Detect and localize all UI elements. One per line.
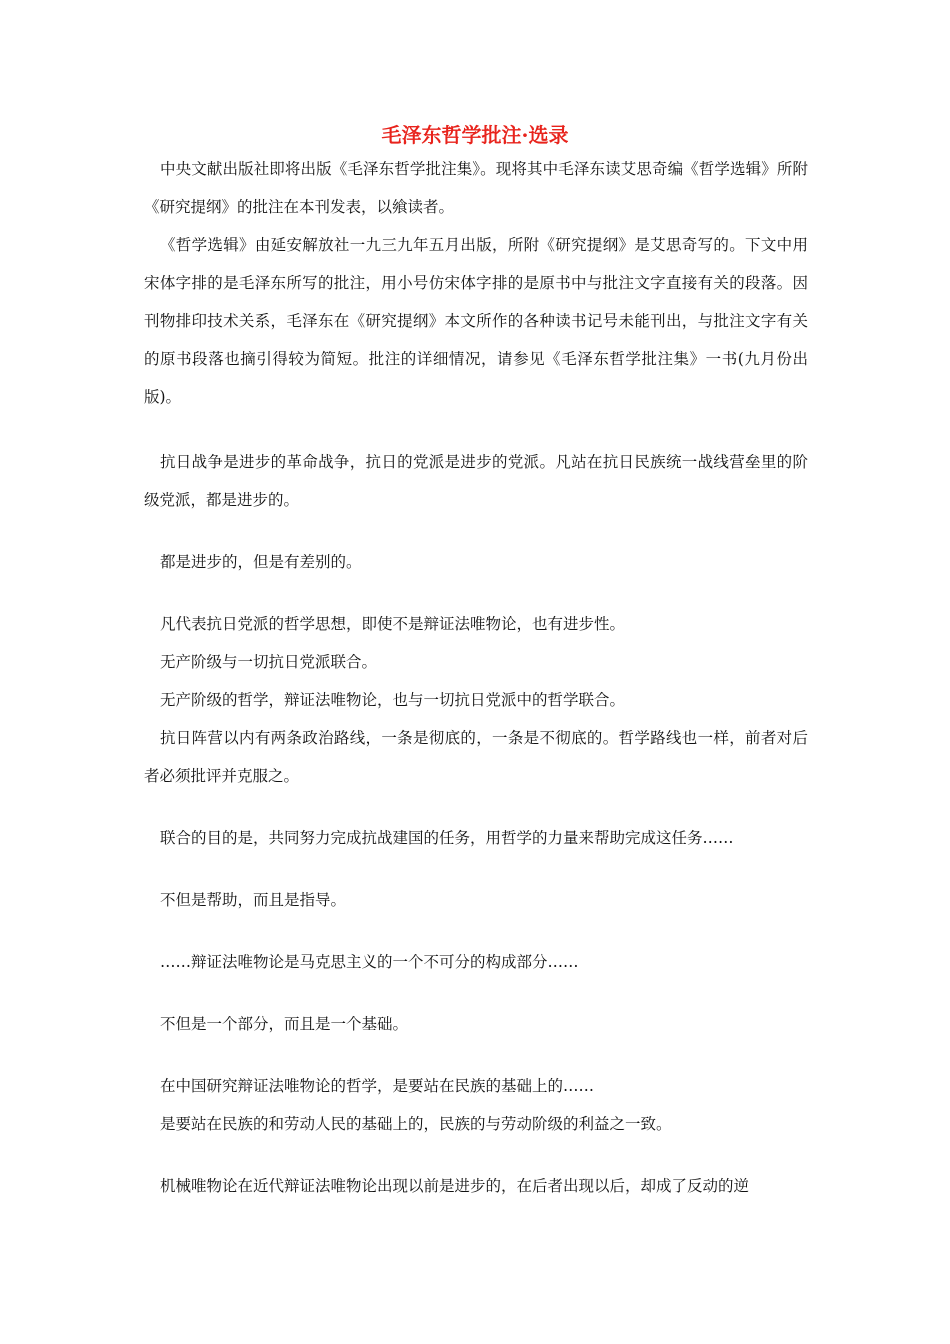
section-gap [144,1043,808,1067]
intro-paragraph: 中央文献出版社即将出版《毛泽东哲学批注集》。现将其中毛泽东读艾思奇编《哲学选辑》所附《研究提纲》的批注在本刊发表，以飨读者。 [144,160,808,216]
annotation-paragraph: 不但是帮助，而且是指导。 [160,891,347,909]
document-body [144,150,808,1205]
original-text-paragraph: 抗日战争是进步的革命战争，抗日的党派是进步的党派。凡站在抗日民族统一战线营垒里的阶级党派，都是进步的。 [144,453,808,509]
section-gap [144,919,808,943]
section-gap [144,795,808,819]
annotation-paragraph: 不但是一个部分，而且是一个基础。 [160,1015,409,1033]
annotation-paragraph: 无产阶级的哲学，辩证法唯物论，也与一切抗日党派中的哲学联合。 [160,691,626,709]
original-text-paragraph: 联合的目的是，共同努力完成抗战建国的任务，用哲学的力量来帮助完成这任务…… [160,829,734,847]
section-gap [144,981,808,1005]
section-gap [144,1143,808,1167]
annotation-paragraph: 是要站在民族的和劳动人民的基础上的，民族的与劳动阶级的利益之一致。 [160,1115,672,1133]
annotation-paragraph: 抗日阵营以内有两条政治路线，一条是彻底的，一条是不彻底的。哲学路线也一样，前者对后者必须批评并克服之。 [144,729,808,785]
original-text-paragraph: 凡代表抗日党派的哲学思想，即使不是辩证法唯物论，也有进步性。 [160,615,626,633]
section-gap [144,581,808,605]
document-title: 毛泽东哲学批注·选录 [381,123,569,147]
original-text-paragraph: 在中国研究辩证法唯物论的哲学，是要站在民族的基础上的…… [160,1077,595,1095]
annotation-paragraph: 无产阶级与一切抗日党派联合。 [160,653,378,671]
original-text-paragraph: 机械唯物论在近代辩证法唯物论出现以前是进步的，在后者出现以后，却成了反动的逆 [160,1177,750,1195]
section-gap [144,857,808,881]
section-gap [144,519,808,543]
annotation-paragraph: 都是进步的，但是有差别的。 [160,553,362,571]
intro-paragraph: 《哲学选辑》由延安解放社一九三九年五月出版，所附《研究提纲》是艾思奇写的。下文中用宋体字排的是毛泽东所写的批注，用小号仿宋体字排的是原书中与批注文字直接有关的段落。因刊物排印技术关系，毛泽东在《研究提纲》本文所作的各种读书记号未能刊出，与批注文字有关的原书段落也摘引得较为简短。批注的详细情况，请参见《毛泽东哲学批注集》一书(九月份出版)。 [144,236,808,406]
original-text-paragraph: ……辩证法唯物论是马克思主义的一个不可分的构成部分…… [160,953,579,971]
section-gap [144,416,808,443]
